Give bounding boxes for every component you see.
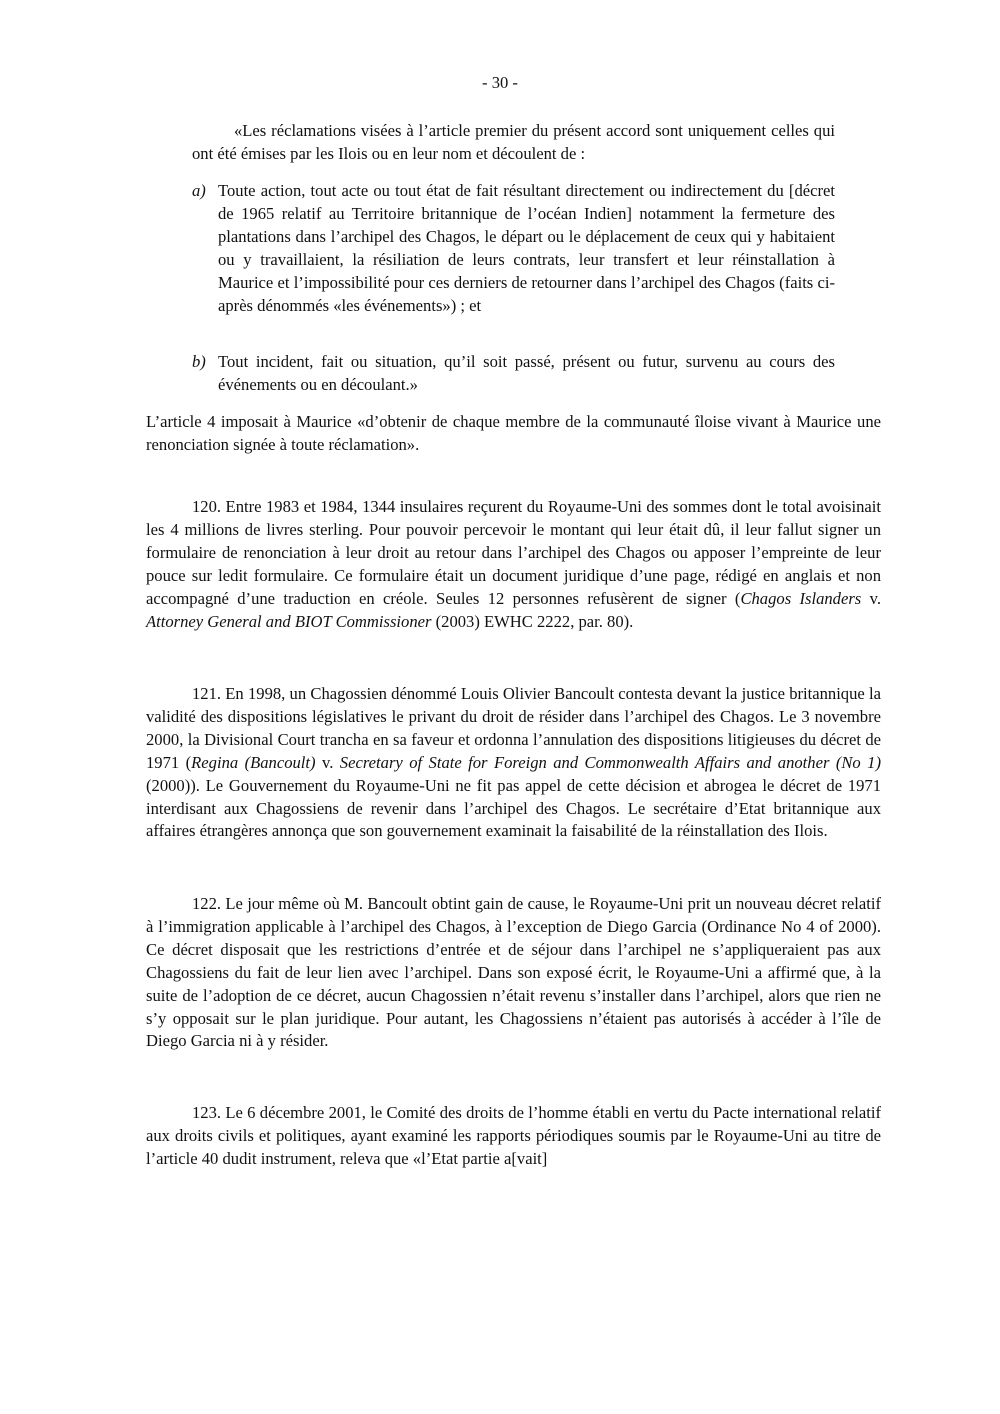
case-name-italic: Regina (Bancoult) [191,752,316,772]
paragraph-text: 121. En 1998, un Chagossien dénommé Louis Olivier Bancoult contesta devant la justice britannique la validité des dispositions législatives le privant du droit de résider dans l’archipel des Chagos. Le 3 novembre 2000, la Divisional Court trancha en sa faveur et ordonna l’annulation des dispositions litigieuses du décret de 1971 ( [146,684,881,772]
paragraph-text: 120. Entre 1983 et 1984, 1344 insulaires reçurent du Royaume-Uni des sommes dont le total avoisinait les 4 millions de livres sterling. Pour pouvoir percevoir le montant qui leur était dû, il leur fallut signer un formulaire de renonciation à leur droit au retour dans l’archipel des Chagos ou apposer l’empreinte de leur pouce sur ledit formulaire. Ce formulaire était un document juridique d’une page, rédigé en anglais et non accompagné d’une traduction en créole. Seules 12 personnes refusèrent de signer ( [146,497,881,608]
list-item-text: Tout incident, fait ou situation, qu’il soit passé, présent ou futur, survenu au cours des événements ou en découlant.» [218,352,835,394]
list-marker: b) [192,352,206,371]
list-item-b [192,351,835,397]
paragraph-text: v. [315,752,340,772]
list-item-a [192,180,835,317]
paragraph-article-4: L’article 4 imposait à Maurice «d’obtenir de chaque membre de la communauté îloise vivant à Maurice une renonciation signée à toute réclamation». [146,412,881,454]
paragraph-text: (2000)). Le Gouvernement du Royaume-Uni ne fit pas appel de cette décision et abrogea le décret de 1971 interdisant aux Chagossiens de revenir dans l’archipel des Chagos. Le secrétaire d’Etat britannique aux affaires étrangères annonça que son gouvernement examinait la faisabilité de la réinstallation des Ilois. [146,775,881,841]
page-number: - 30 - [482,73,518,92]
paragraph-120 [146,496,881,633]
paragraph-text: (2003) EWHC 2222, par. 80). [431,611,634,631]
list-marker: a) [192,181,206,200]
quote-intro: «Les réclamations visées à l’article premier du présent accord sont uniquement celles qui ont été émises par les Ilois ou en leur nom et découlent de : [192,121,835,163]
paragraph-121 [146,683,881,843]
paragraph-text: v. [861,588,881,608]
case-name-italic: Secretary of State for Foreign and Commonwealth Affairs and another (No 1) [339,752,881,772]
paragraph-122: 122. Le jour même où M. Bancoult obtint gain de cause, le Royaume-Uni prit un nouveau décret relatif à l’immigration applicable à l’archipel des Chagos, à l’exception de Diego Garcia (Ordinance No 4 of 2000). Ce décret disposait que les restrictions d’entrée et de séjour dans l’archipel ne s’appliqueraient pas aux Chagossiens du fait de leur lien avec l’archipel. Dans son exposé écrit, le Royaume-Uni a affirmé que, à la suite de l’adoption de ce décret, aucun Chagossien n’était revenu s’installer dans l’archipel, alors que rien ne s’y opposait sur le plan juridique. Pour autant, les Chagossiens n’étaient pas autorisés à accéder à l’île de Diego Garcia ni à y résider. [146,894,881,1051]
case-name-italic: Chagos Islanders [740,588,862,608]
list-item-text: Toute action, tout acte ou tout état de fait résultant directement ou indirectement du [décret de 1965 relatif au Territoire britannique de l’océan Indien] notamment la fermeture des plantations dans l’archipel des Chagos, le départ ou le déplacement de ceux qui y habitaient ou y travaillaient, la résiliation de leurs contrats, leur transfert et leur réinstallation à Maurice et l’impossibilité pour ces derniers de retourner dans l’archipel des Chagos (faits ci-après dénommés «les événements») ; et [218,181,835,315]
paragraph-123: 123. Le 6 décembre 2001, le Comité des droits de l’homme établi en vertu du Pacte international relatif aux droits civils et politiques, ayant examiné les rapports périodiques soumis par le Royaume-Uni au titre de l’article 40 dudit instrument, releva que «l’Etat partie a[vait] [146,1103,881,1168]
case-name-italic: Attorney General and BIOT Commissioner [146,611,432,631]
